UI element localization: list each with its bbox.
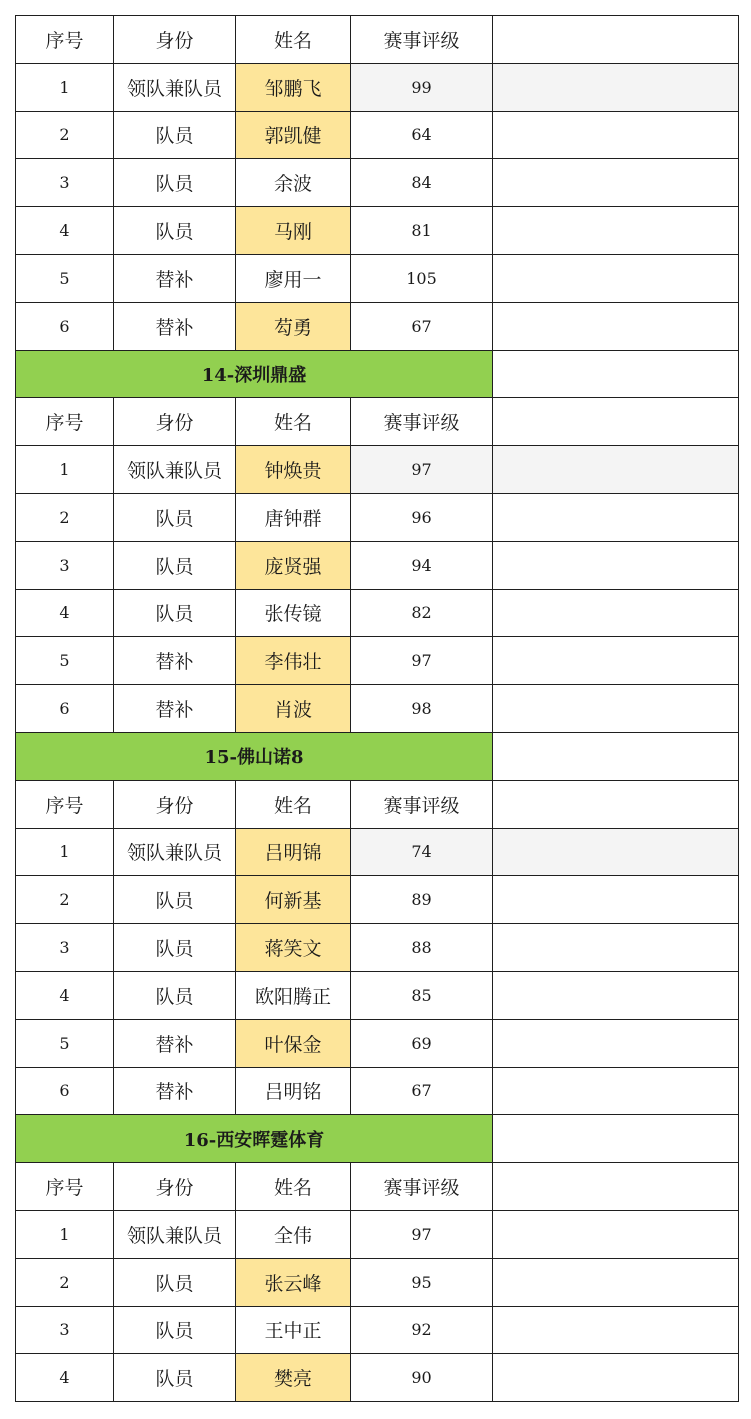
header-no: 序号: [16, 780, 114, 828]
header-name: 姓名: [236, 1163, 351, 1211]
player-role: 队员: [114, 493, 236, 541]
player-rating: 96: [351, 493, 493, 541]
player-row: [16, 1019, 739, 1067]
player-no: 3: [16, 1306, 114, 1354]
player-name: 郭凯健: [236, 111, 351, 159]
blank-cell: [493, 541, 739, 589]
player-no: 6: [16, 302, 114, 350]
player-rating: 69: [351, 1019, 493, 1067]
player-no: 4: [16, 207, 114, 255]
blank-cell: [493, 446, 739, 494]
player-role: 领队兼队员: [114, 1210, 236, 1258]
player-role: 替补: [114, 254, 236, 302]
player-no: 6: [16, 1067, 114, 1115]
player-rating: 97: [351, 1210, 493, 1258]
player-row: [16, 637, 739, 685]
player-name: 庞贤强: [236, 541, 351, 589]
player-role: 队员: [114, 541, 236, 589]
player-row: [16, 493, 739, 541]
player-no: 2: [16, 1258, 114, 1306]
player-no: 6: [16, 685, 114, 733]
player-row: [16, 1354, 739, 1402]
player-row: [16, 1067, 739, 1115]
player-row: [16, 541, 739, 589]
header-role: 身份: [114, 398, 236, 446]
player-no: 5: [16, 254, 114, 302]
player-rating: 82: [351, 589, 493, 637]
blank-cell: [493, 16, 739, 64]
player-row: [16, 924, 739, 972]
player-row: [16, 589, 739, 637]
blank-cell: [493, 637, 739, 685]
player-rating: 64: [351, 111, 493, 159]
roster-table: [15, 15, 739, 1402]
header-rating: 赛事评级: [351, 780, 493, 828]
player-name: 蒋笑文: [236, 924, 351, 972]
player-rating: 85: [351, 971, 493, 1019]
blank-cell: [493, 493, 739, 541]
blank-cell: [493, 1210, 739, 1258]
roster-body: [16, 16, 739, 1402]
player-role: 替补: [114, 302, 236, 350]
header-rating: 赛事评级: [351, 398, 493, 446]
player-no: 2: [16, 876, 114, 924]
player-role: 队员: [114, 876, 236, 924]
player-name: 张传镜: [236, 589, 351, 637]
player-name: 廖用一: [236, 254, 351, 302]
player-name: 芶勇: [236, 302, 351, 350]
player-rating: 88: [351, 924, 493, 972]
player-row: [16, 159, 739, 207]
player-role: 队员: [114, 924, 236, 972]
player-no: 1: [16, 828, 114, 876]
player-rating: 84: [351, 159, 493, 207]
blank-cell: [493, 1067, 739, 1115]
player-rating: 99: [351, 63, 493, 111]
blank-cell: [493, 780, 739, 828]
header-no: 序号: [16, 1163, 114, 1211]
player-row: [16, 63, 739, 111]
column-header-row: [16, 780, 739, 828]
blank-cell: [493, 1306, 739, 1354]
team-title: 14-深圳鼎盛: [16, 350, 493, 398]
blank-cell: [493, 350, 739, 398]
blank-cell: [493, 1163, 739, 1211]
player-row: [16, 446, 739, 494]
player-row: [16, 1306, 739, 1354]
blank-cell: [493, 1115, 739, 1163]
header-name: 姓名: [236, 16, 351, 64]
player-no: 5: [16, 1019, 114, 1067]
header-no: 序号: [16, 398, 114, 446]
blank-cell: [493, 254, 739, 302]
player-no: 3: [16, 159, 114, 207]
player-role: 领队兼队员: [114, 63, 236, 111]
player-role: 队员: [114, 1306, 236, 1354]
blank-cell: [493, 1258, 739, 1306]
player-name: 唐钟群: [236, 493, 351, 541]
player-name: 吕明锦: [236, 828, 351, 876]
player-rating: 89: [351, 876, 493, 924]
blank-cell: [493, 302, 739, 350]
column-header-row: [16, 398, 739, 446]
player-role: 队员: [114, 1258, 236, 1306]
player-row: [16, 111, 739, 159]
player-role: 队员: [114, 207, 236, 255]
player-role: 队员: [114, 971, 236, 1019]
player-row: [16, 1210, 739, 1258]
player-no: 1: [16, 1210, 114, 1258]
player-role: 领队兼队员: [114, 828, 236, 876]
player-rating: 67: [351, 1067, 493, 1115]
blank-cell: [493, 159, 739, 207]
player-row: [16, 302, 739, 350]
player-row: [16, 254, 739, 302]
player-rating: 74: [351, 828, 493, 876]
blank-cell: [493, 111, 739, 159]
header-role: 身份: [114, 1163, 236, 1211]
player-role: 替补: [114, 1019, 236, 1067]
blank-cell: [493, 685, 739, 733]
player-name: 吕明铭: [236, 1067, 351, 1115]
blank-cell: [493, 207, 739, 255]
blank-cell: [493, 971, 739, 1019]
player-name: 樊亮: [236, 1354, 351, 1402]
player-name: 肖波: [236, 685, 351, 733]
player-no: 4: [16, 589, 114, 637]
header-rating: 赛事评级: [351, 1163, 493, 1211]
player-no: 2: [16, 111, 114, 159]
team-header-row: [16, 350, 739, 398]
player-name: 张云峰: [236, 1258, 351, 1306]
player-row: [16, 971, 739, 1019]
player-no: 4: [16, 1354, 114, 1402]
team-header-row: [16, 732, 739, 780]
team-title: 16-西安晖霆体育: [16, 1115, 493, 1163]
player-name: 王中正: [236, 1306, 351, 1354]
player-no: 2: [16, 493, 114, 541]
player-no: 1: [16, 63, 114, 111]
header-name: 姓名: [236, 398, 351, 446]
player-role: 队员: [114, 589, 236, 637]
player-no: 3: [16, 541, 114, 589]
player-row: [16, 207, 739, 255]
player-role: 替补: [114, 685, 236, 733]
player-role: 替补: [114, 1067, 236, 1115]
player-name: 邹鹏飞: [236, 63, 351, 111]
header-rating: 赛事评级: [351, 16, 493, 64]
team-title: 15-佛山诺8: [16, 732, 493, 780]
player-role: 队员: [114, 1354, 236, 1402]
player-rating: 92: [351, 1306, 493, 1354]
blank-cell: [493, 63, 739, 111]
player-name: 钟焕贵: [236, 446, 351, 494]
player-rating: 90: [351, 1354, 493, 1402]
header-no: 序号: [16, 16, 114, 64]
team-header-row: [16, 1115, 739, 1163]
player-no: 1: [16, 446, 114, 494]
player-rating: 67: [351, 302, 493, 350]
player-rating: 97: [351, 637, 493, 685]
header-role: 身份: [114, 16, 236, 64]
player-role: 领队兼队员: [114, 446, 236, 494]
player-no: 3: [16, 924, 114, 972]
header-role: 身份: [114, 780, 236, 828]
player-role: 队员: [114, 159, 236, 207]
blank-cell: [493, 1354, 739, 1402]
player-row: [16, 685, 739, 733]
player-rating: 81: [351, 207, 493, 255]
player-name: 叶保金: [236, 1019, 351, 1067]
column-header-row: [16, 16, 739, 64]
player-name: 全伟: [236, 1210, 351, 1258]
player-name: 何新基: [236, 876, 351, 924]
blank-cell: [493, 1019, 739, 1067]
blank-cell: [493, 589, 739, 637]
player-role: 替补: [114, 637, 236, 685]
blank-cell: [493, 876, 739, 924]
blank-cell: [493, 924, 739, 972]
blank-cell: [493, 398, 739, 446]
blank-cell: [493, 732, 739, 780]
player-role: 队员: [114, 111, 236, 159]
player-rating: 95: [351, 1258, 493, 1306]
player-name: 余波: [236, 159, 351, 207]
player-row: [16, 828, 739, 876]
header-name: 姓名: [236, 780, 351, 828]
player-row: [16, 1258, 739, 1306]
column-header-row: [16, 1163, 739, 1211]
player-name: 李伟壮: [236, 637, 351, 685]
player-rating: 105: [351, 254, 493, 302]
player-row: [16, 876, 739, 924]
player-name: 马刚: [236, 207, 351, 255]
player-no: 5: [16, 637, 114, 685]
player-rating: 94: [351, 541, 493, 589]
player-rating: 97: [351, 446, 493, 494]
blank-cell: [493, 828, 739, 876]
player-no: 4: [16, 971, 114, 1019]
player-name: 欧阳腾正: [236, 971, 351, 1019]
player-rating: 98: [351, 685, 493, 733]
